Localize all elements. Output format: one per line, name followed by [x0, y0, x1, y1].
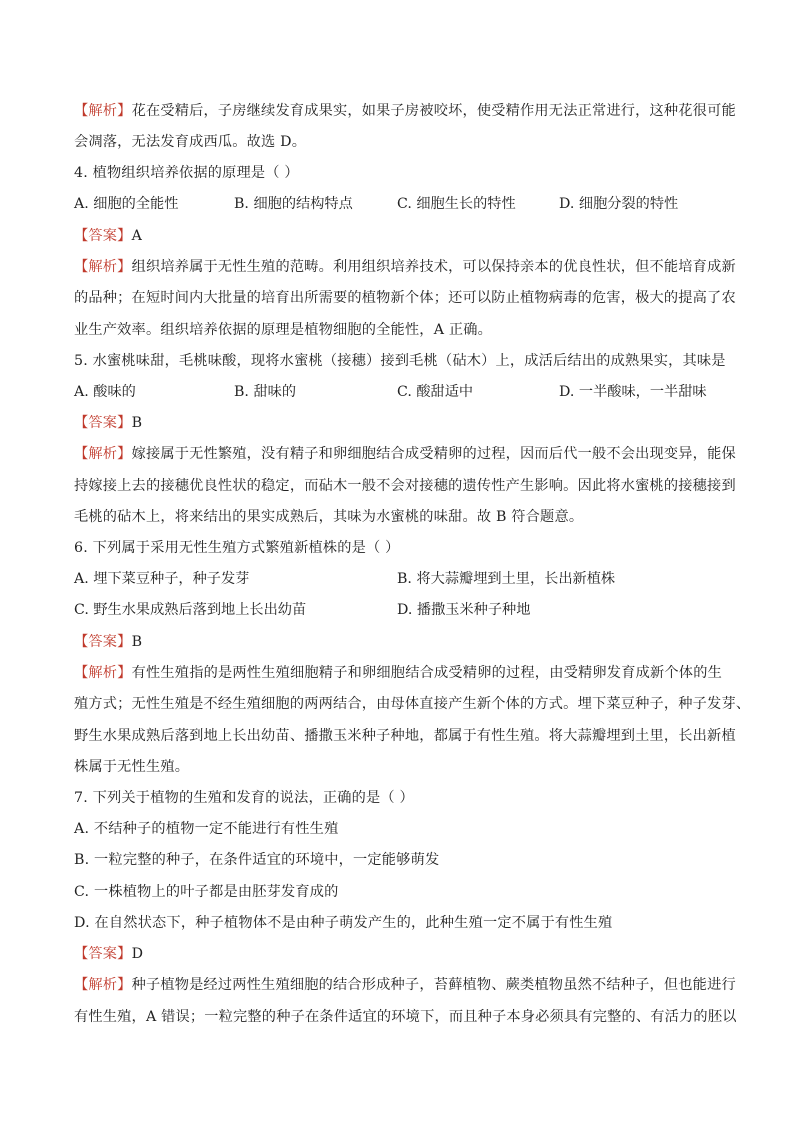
q6-analysis-line-4: 株属于无性生殖。 — [74, 759, 190, 775]
q4-option-b: B. 细胞的结构特点 — [234, 196, 353, 212]
q6-option-b: B. 将大蒜瓣埋到土里，长出新植株 — [397, 571, 616, 587]
q4-analysis-line-2: 的品种；在短时间内大批量的培育出所需要的植物新个体；还可以防止植物病毒的危害，极大的提高了农 — [74, 290, 736, 306]
q7-option-d: D. 在自然状态下，种子植物体不是由种子萌发产生的，此种生殖一定不属于有性生殖 — [74, 915, 613, 931]
answer-tag: 【答案】 — [74, 415, 132, 431]
q5-analysis-line-2: 持嫁接上去的接穗优良性状的稳定，而砧木一般不会对接穗的遗传性产生影响。因此将水蜜桃的接穗接到 — [74, 478, 736, 494]
answer-tag: 【答案】 — [74, 946, 132, 962]
answer-tag: 【答案】 — [74, 634, 132, 650]
q6-option-d: D. 播撒玉米种子种地 — [397, 602, 531, 618]
analysis-tag: 【解析】 — [74, 446, 132, 462]
analysis-tag: 【解析】 — [74, 977, 132, 993]
q4-option-c: C. 细胞生长的特性 — [397, 196, 516, 212]
q3-analysis-line-1: 【解析】花在受精后，子房继续发育成果实，如果子房被咬坏，使受精作用无法正常进行，这种花很可能 — [74, 103, 736, 119]
q4-option-a: A. 细胞的全能性 — [74, 196, 179, 212]
q7-stem: 7. 下列关于植物的生殖和发育的说法，正确的是（ ） — [74, 790, 414, 806]
q6-option-c: C. 野生水果成熟后落到地上长出幼苗 — [74, 602, 307, 618]
q5-option-b: B. 甜味的 — [234, 384, 297, 400]
q4-analysis-line-1: 【解析】组织培养属于无性生殖的范畴。利用组织培养技术，可以保持亲本的优良性状，但不能培育成新 — [74, 259, 736, 275]
q3-analysis-line-2: 会凋落，无法发育成西瓜。故选 D。 — [74, 134, 307, 150]
q7-analysis-line-2: 有性生殖，A 错误；一粒完整的种子在条件适宜的环境下，而且种子本身必须具有完整的、有活力的胚以 — [74, 1009, 737, 1025]
q5-analysis-line-3: 毛桃的砧木上，将来结出的果实成熟后，其味为水蜜桃的味甜。故 B 符合题意。 — [74, 509, 584, 525]
q5-analysis-line-1: 【解析】嫁接属于无性繁殖，没有精子和卵细胞结合成受精卵的过程，因而后代一般不会出现变异，能保 — [74, 446, 736, 462]
q5-answer: 【答案】B — [74, 415, 143, 431]
q7-analysis-line-1: 【解析】种子植物是经过两性生殖细胞的结合形成种子，苔藓植物、蕨类植物虽然不结种子，但也能进行 — [74, 977, 736, 993]
q7-option-a: A. 不结种子的植物一定不能进行有性生殖 — [74, 821, 339, 837]
q6-answer: 【答案】B — [74, 634, 143, 650]
q6-stem: 6. 下列属于采用无性生殖方式繁殖新植株的是（ ） — [74, 540, 400, 556]
q4-option-d: D. 细胞分裂的特性 — [559, 196, 679, 212]
q6-option-a: A. 埋下菜豆种子，种子发芽 — [74, 571, 250, 587]
answer-tag: 【答案】 — [74, 228, 132, 244]
q7-answer: 【答案】D — [74, 946, 144, 962]
analysis-tag: 【解析】 — [74, 103, 132, 119]
q7-option-b: B. 一粒完整的种子，在条件适宜的环境中，一定能够萌发 — [74, 852, 440, 868]
q5-stem: 5. 水蜜桃味甜，毛桃味酸，现将水蜜桃（接穗）接到毛桃（砧木）上，成活后结出的成熟果实，其味是 — [74, 353, 726, 369]
q4-answer: 【答案】A — [74, 228, 143, 244]
q6-analysis-line-3: 野生水果成熟后落到地上长出幼苗、播撒玉米种子种地，都属于有性生殖。将大蒜瓣埋到土里，长出新植 — [74, 728, 736, 744]
q5-option-a: A. 酸味的 — [74, 384, 136, 400]
q4-analysis-line-3: 业生产效率。组织培养依据的原理是植物细胞的全能性，A 正确。 — [74, 322, 493, 338]
q6-analysis-line-2: 殖方式；无性生殖是不经生殖细胞的两两结合，由母体直接产生新个体的方式。埋下菜豆种子，种子发芽、 — [74, 696, 751, 712]
q5-option-c: C. 酸甜适中 — [397, 384, 474, 400]
q7-option-c: C. 一株植物上的叶子都是由胚芽发育成的 — [74, 884, 339, 900]
analysis-tag: 【解析】 — [74, 665, 132, 681]
q5-option-d: D. 一半酸味，一半甜味 — [559, 384, 707, 400]
q6-analysis-line-1: 【解析】有性生殖指的是两性生殖细胞精子和卵细胞结合成受精卵的过程，由受精卵发育成新个体的生 — [74, 665, 722, 681]
q4-stem: 4. 植物组织培养依据的原理是（ ） — [74, 165, 299, 181]
analysis-tag: 【解析】 — [74, 259, 132, 275]
